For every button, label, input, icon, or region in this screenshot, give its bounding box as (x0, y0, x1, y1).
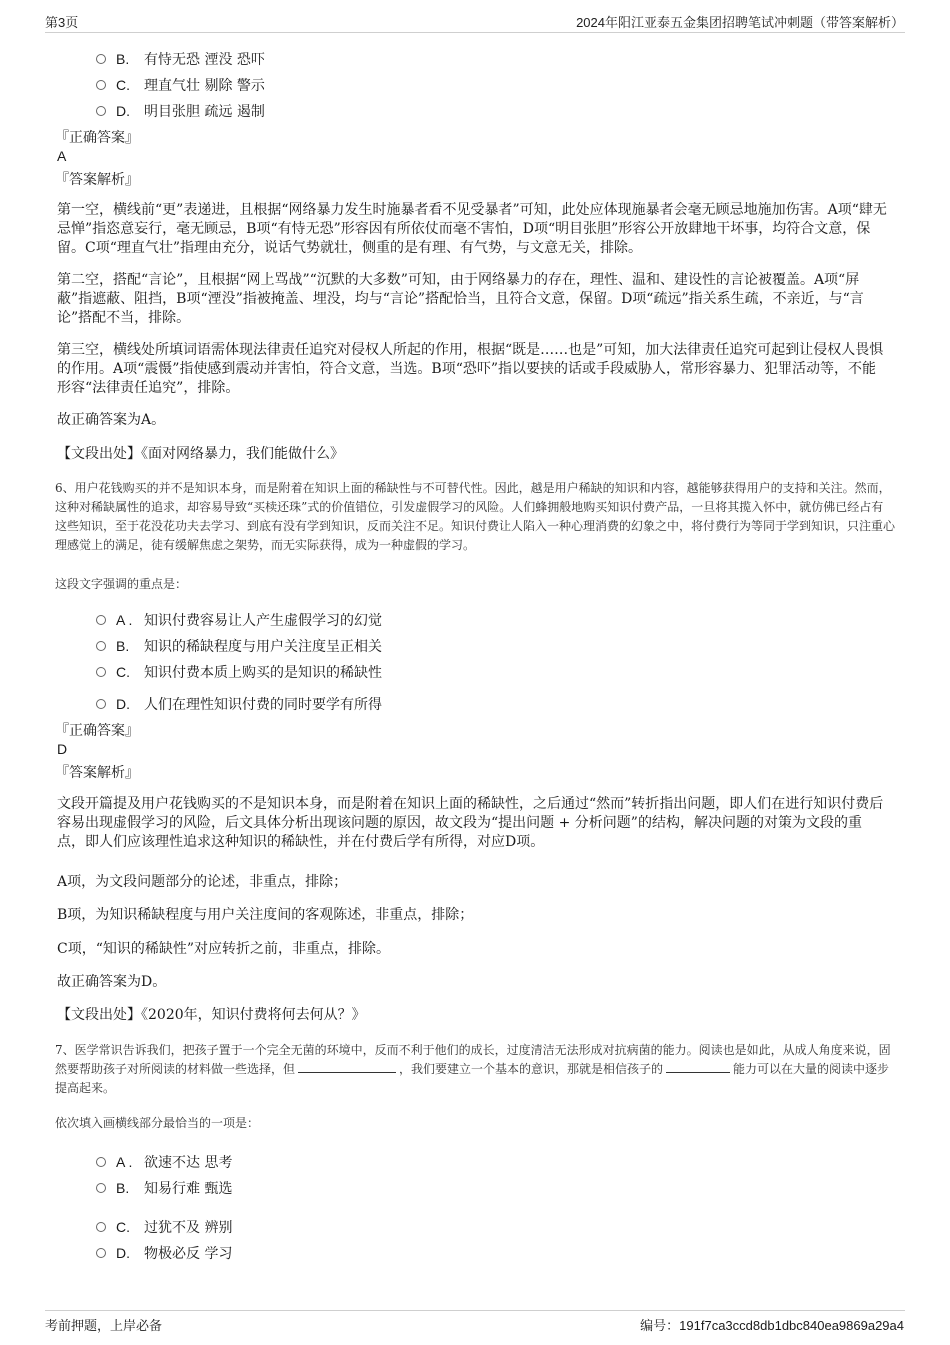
radio-icon[interactable] (96, 1222, 106, 1232)
q6-analysis-b: B项，为知识稀缺程度与用户关注度间的客观陈述，非重点，排除； (57, 907, 474, 923)
q6-answer-label: 『正确答案』 (55, 723, 139, 739)
q6-prompt: 这段文字强调的重点是： (55, 577, 188, 591)
page-number: 第3页 (45, 15, 79, 30)
fill-blank-1[interactable] (298, 1060, 396, 1073)
q6-option-c[interactable]: C. 知识付费本质上购买的是知识的稀缺性 (96, 662, 382, 682)
q6-analysis-1: 文段开篇提及用户花钱购买的不是知识本身，而是附着在知识上面的稀缺性，之后通过“然而”转折指出问题，即人们在进行知识付费后容易出现虚假学习的风险，后文具体分析出现该问题的原因，故文段为“提出问题 + 分析问题”的结构，解决问题的对策为文段的重点，即人们应该理性追求这种知识的稀缺性，并在付费后学有所得，对应D项。 (57, 796, 884, 850)
q5-analysis-2: 第二空，搭配“言论”，且根据“网上骂战”“沉默的大多数”可知，由于网络暴力的存在，理性、温和、建设性的言论被覆盖。A项“屏蔽”指遮蔽、阻挡，B项“湮没”指被掩盖、埋没，均与“言论”搭配恰当，且符合文意，保留。D项“疏远”指关系生疏，不亲近，与“言论”搭配不当，排除。 (57, 272, 864, 326)
radio-icon[interactable] (96, 1157, 106, 1167)
footer-serial: 编号：191f7ca3ccd8db1dbc840ea9869a29a4 (640, 1318, 904, 1333)
q6-source: 【文段出处】《2020年，知识付费将何去何从？》 (57, 1007, 366, 1023)
radio-icon[interactable] (96, 699, 106, 709)
q6-option-a[interactable]: A . 知识付费容易让人产生虚假学习的幻觉 (96, 610, 382, 630)
q6-answer: D (57, 741, 68, 757)
q5-analysis-label: 『答案解析』 (55, 172, 139, 188)
q6-analysis-a: A项，为文段问题部分的论述，非重点，排除； (57, 874, 348, 890)
q6-option-b[interactable]: B. 知识的稀缺程度与用户关注度呈正相关 (96, 636, 382, 656)
q6-conclusion: 故正确答案为D。 (57, 974, 167, 990)
q5-conclusion: 故正确答案为A。 (57, 412, 166, 428)
q5-option-d[interactable]: D. 明目张胆 疏远 遏制 (96, 101, 265, 121)
q7-question-text: 7、医学常识告诉我们，把孩子置于一个完全无菌的环境中，反而不利于他们的成长，过度清洁无法形成对抗病菌的能力。阅读也是如此，从成人角度来说，固然要帮助孩子对所阅读的材料做一些选择，但 ，我们要建立一个基本的意识，那就是相信孩子的 能力可以在大量的阅读中逐步提高起来。 (55, 1043, 891, 1095)
q6-option-d[interactable]: D. 人们在理性知识付费的同时要学有所得 (96, 694, 382, 714)
radio-icon[interactable] (96, 80, 106, 90)
q6-question-text: 6、用户花钱购买的并不是知识本身，而是附着在知识上面的稀缺性与不可替代性。因此，越是用户稀缺的知识和内容，越能够获得用户的支持和关注。然而，这种对稀缺属性的追求，却容易导致“买椟还珠”式的价值错位，引发虚假学习的风险。人们蜂拥般地购买知识付费产品，一旦将其揽入怀中，就仿佛已经占有这些知识，至于花没花功夫去学习、到底有没有学到知识，反而关注不足。知识付费让人陷入一种心理消费的幻象之中，将付费行为等同于学到知识，只注重心理感觉上的满足，徒有缓解焦虑之架势，而无实际获得，成为一种虚假的学习。 (55, 481, 896, 552)
radio-icon[interactable] (96, 667, 106, 677)
q7-prompt: 依次填入画横线部分最恰当的一项是： (55, 1116, 260, 1130)
radio-icon[interactable] (96, 641, 106, 651)
q7-option-c[interactable]: C. 过犹不及 辨别 (96, 1217, 232, 1237)
q7-option-d[interactable]: D. 物极必反 学习 (96, 1243, 232, 1263)
q5-option-c[interactable]: C. 理直气壮 剔除 警示 (96, 75, 265, 95)
q5-option-b[interactable]: B. 有恃无恐 湮没 恐吓 (96, 49, 265, 69)
q5-answer: A (57, 148, 67, 164)
q6-analysis-c: C项，“知识的稀缺性”对应转折之前，非重点，排除。 (57, 941, 391, 957)
header-rule (45, 32, 905, 33)
radio-icon[interactable] (96, 1183, 106, 1193)
radio-icon[interactable] (96, 106, 106, 116)
fill-blank-2[interactable] (666, 1060, 730, 1073)
document-title: 2024年阳江亚泰五金集团招聘笔试冲刺题（带答案解析） (576, 15, 904, 30)
radio-icon[interactable] (96, 54, 106, 64)
radio-icon[interactable] (96, 1248, 106, 1258)
q7-option-a[interactable]: A . 欲速不达 思考 (96, 1152, 232, 1172)
q5-analysis-1: 第一空，横线前“更”表递进，且根据“网络暴力发生时施暴者看不见受暴者”可知，此处应体现施暴者会毫无顾忌地施加伤害。A项“肆无忌惮”指恣意妄行，毫无顾忌，B项“有恃无恐”形容因有所依仗而毫不害怕，D项“明目张胆”形容公开放肆地干坏事，均符合文意，保留。C项“理直气壮”指理由充分，说话气势就壮，侧重的是有理、有气势，与文意无关，排除。 (57, 202, 887, 256)
footer-rule (45, 1310, 905, 1311)
q6-analysis-label: 『答案解析』 (55, 765, 139, 781)
footer-slogan: 考前押题，上岸必备 (45, 1318, 163, 1333)
q5-analysis-3: 第三空，横线处所填词语需体现法律责任追究对侵权人所起的作用，根据“既是……也是”可知，加大法律责任追究可起到让侵权人畏惧的作用。A项“震慑”指使感到震动并害怕，符合文意，当选。B项“恐吓”指以要挟的话或手段威胁人，常形容暴力、犯罪活动等，不能形容“法律责任追究”，排除。 (57, 342, 884, 396)
radio-icon[interactable] (96, 615, 106, 625)
q7-option-b[interactable]: B. 知易行难 甄选 (96, 1178, 232, 1198)
q5-answer-label: 『正确答案』 (55, 130, 139, 146)
q5-source: 【文段出处】《面对网络暴力，我们能做什么》 (57, 446, 344, 462)
